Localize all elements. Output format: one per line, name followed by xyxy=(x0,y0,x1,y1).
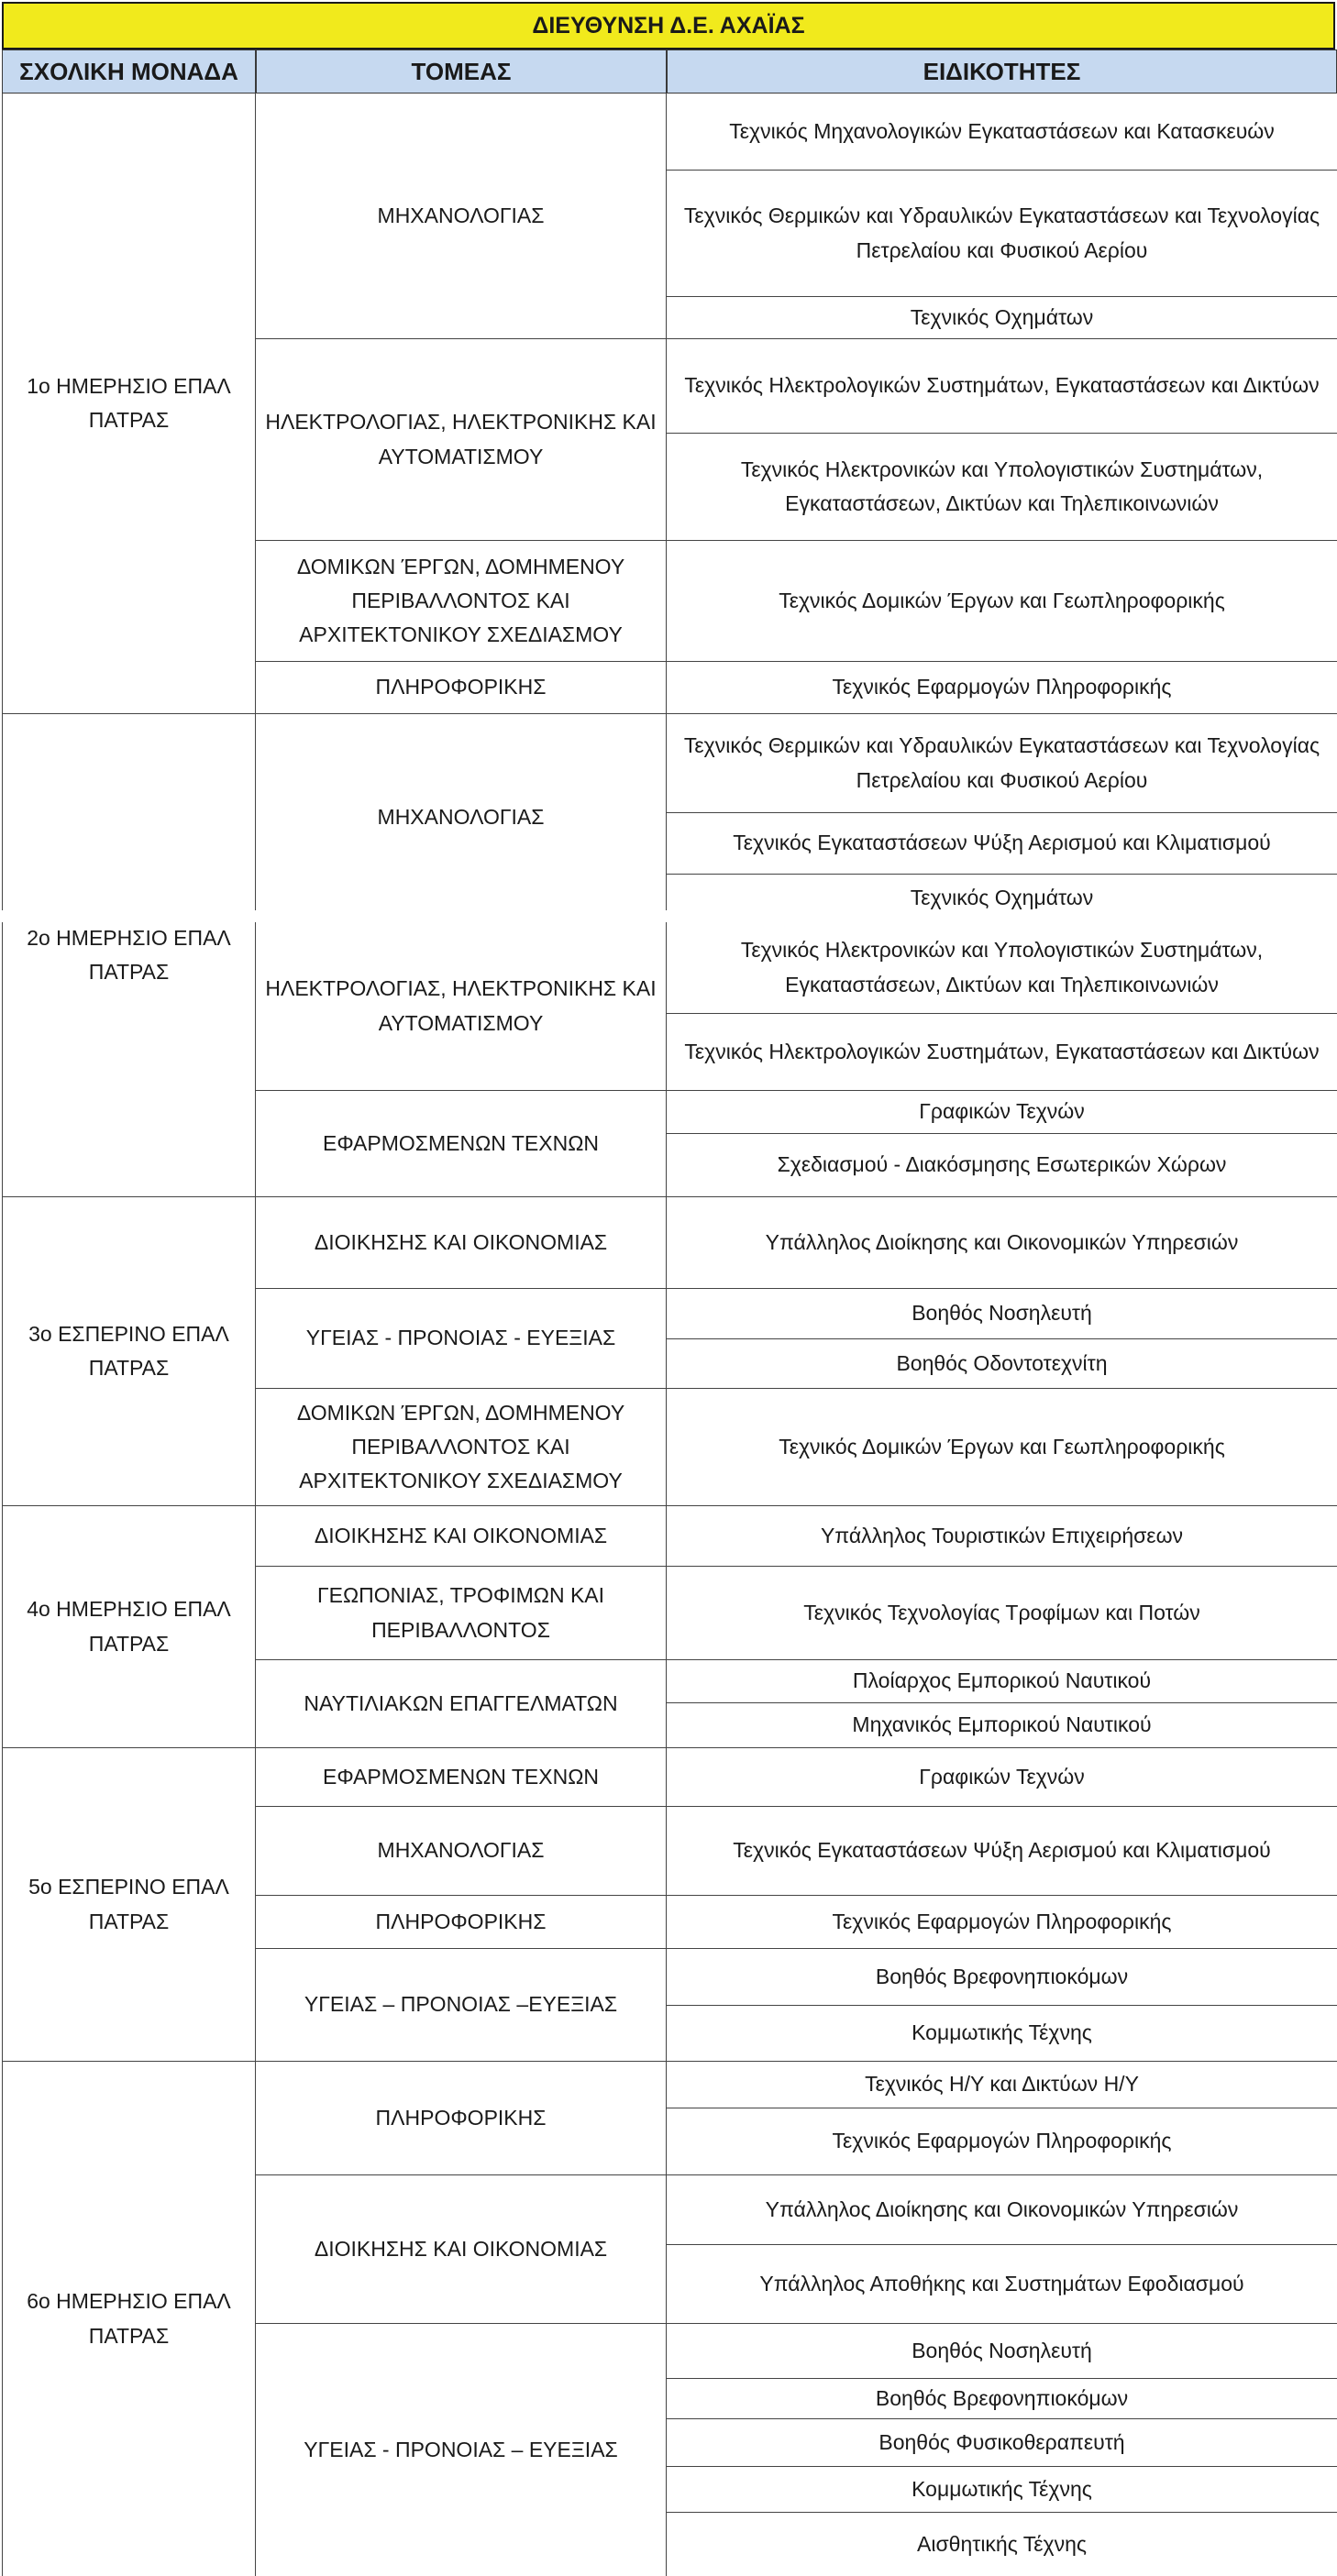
specialty-6-3e: Αισθητικής Τέχνης xyxy=(917,2531,1087,2556)
sector-2-mechanical: ΜΗΧΑΝΟΛΟΓΙΑΣ xyxy=(256,714,667,922)
sector-5-health: ΥΓΕΙΑΣ – ΠΡΟΝΟΙΑΣ –ΕΥΕΞΙΑΣ xyxy=(256,1949,667,2062)
specialty-1-2b: Τεχνικός Ηλεκτρονικών και Υπολογιστικών Συστημάτων, Εγκαταστάσεων, Δικτύων και Τηλεπικοινωνιών xyxy=(667,434,1337,541)
specialty-4-2a: Τεχνικός Τεχνολογίας Τροφίμων και Ποτών xyxy=(667,1567,1337,1660)
header-school: ΣΧΟΛΙΚΗ ΜΟΝΑΔΑ xyxy=(2,50,256,94)
specialty-5-2a: Τεχνικός Εγκαταστάσεων Ψύξη Αερισμού και Κλιματισμού xyxy=(667,1807,1337,1896)
school-4: 4ο ΗΜΕΡΗΣΙΟ ΕΠΑΛ ΠΑΤΡΑΣ xyxy=(2,1506,256,1748)
specialty-6-3a: Βοηθός Νοσηλευτή xyxy=(667,2324,1337,2379)
sector-4-administration: ΔΙΟΙΚΗΣΗΣ ΚΑΙ ΟΙΚΟΝΟΜΙΑΣ xyxy=(256,1506,667,1567)
specialty-1-1c: Τεχνικός Οχημάτων xyxy=(667,297,1337,339)
school-1: 1ο ΗΜΕΡΗΣΙΟ ΕΠΑΛ ΠΑΤΡΑΣ xyxy=(2,94,256,714)
specialty-6-1b: Τεχνικός Εφαρμογών Πληροφορικής xyxy=(667,2108,1337,2175)
sector-6-health: ΥΓΕΙΑΣ - ΠΡΟΝΟΙΑΣ – ΕΥΕΞΙΑΣ xyxy=(256,2324,667,2576)
specialty-3-3a: Τεχνικός Δομικών Έργων και Γεωπληροφορικής xyxy=(667,1389,1337,1506)
school-5: 5ο ΕΣΠΕΡΙΝΟ ΕΠΑΛ ΠΑΤΡΑΣ xyxy=(2,1748,256,2062)
sector-1-construction: ΔΟΜΙΚΩΝ ΈΡΓΩΝ, ΔΟΜΗΜΕΝΟΥ ΠΕΡΙΒΑΛΛΟΝΤΟΣ ΚΑΙ ΑΡΧΙΤΕΚΤΟΝΙΚΟΥ ΣΧΕΔΙΑΣΜΟΥ xyxy=(256,541,667,662)
school-3: 3ο ΕΣΠΕΡΙΝΟ ΕΠΑΛ ΠΑΤΡΑΣ xyxy=(2,1197,256,1506)
page-break xyxy=(0,910,1337,922)
sector-2-electrical: ΗΛΕΚΤΡΟΛΟΓΙΑΣ, ΗΛΕΚΤΡΟΝΙΚΗΣ ΚΑΙ ΑΥΤΟΜΑΤΙΣΜΟΥ xyxy=(256,922,667,1091)
table-title: ΔΙΕΥΘΥΝΣΗ Δ.Ε. ΑΧΑΪΑΣ xyxy=(2,2,1335,50)
specialty-1-2a: Τεχνικός Ηλεκτρολογικών Συστημάτων, Εγκαταστάσεων και Δικτύων xyxy=(667,339,1337,434)
sector-1-informatics: ΠΛΗΡΟΦΟΡΙΚΗΣ xyxy=(256,662,667,714)
specialty-6-1a: Τεχνικός Η/Υ και Δικτύων Η/Υ xyxy=(667,2062,1337,2108)
sector-5-mechanical: ΜΗΧΑΝΟΛΟΓΙΑΣ xyxy=(256,1807,667,1896)
specialty-4-3b: Μηχανικός Εμπορικού Ναυτικού xyxy=(667,1703,1337,1748)
sector-1-mechanical: ΜΗΧΑΝΟΛΟΓΙΑΣ xyxy=(256,94,667,339)
specialty-1-4a: Τεχνικός Εφαρμογών Πληροφορικής xyxy=(667,662,1337,714)
specialty-3-2b: Βοηθός Οδοντοτεχνίτη xyxy=(667,1339,1337,1389)
sector-3-construction: ΔΟΜΙΚΩΝ ΈΡΓΩΝ, ΔΟΜΗΜΕΝΟΥ ΠΕΡΙΒΑΛΛΟΝΤΟΣ ΚΑΙ ΑΡΧΙΤΕΚΤΟΝΙΚΟΥ ΣΧΕΔΙΑΣΜΟΥ xyxy=(256,1389,667,1506)
specialty-3-2a: Βοηθός Νοσηλευτή xyxy=(667,1289,1337,1339)
specialty-3-1a: Υπάλληλος Διοίκησης και Οικονομικών Υπηρεσιών xyxy=(667,1197,1337,1289)
specialty-5-3a: Τεχνικός Εφαρμογών Πληροφορικής xyxy=(667,1896,1337,1949)
specialty-2-2b: Τεχνικός Ηλεκτρολογικών Συστημάτων, Εγκαταστάσεων και Δικτύων xyxy=(667,1014,1337,1091)
sector-4-agriculture: ΓΕΩΠΟΝΙΑΣ, ΤΡΟΦΙΜΩΝ ΚΑΙ ΠΕΡΙΒΑΛΛΟΝΤΟΣ xyxy=(256,1567,667,1660)
specialty-6-3c: Βοηθός Φυσικοθεραπευτή xyxy=(667,2419,1337,2467)
specialty-2-1a: Τεχνικός Θερμικών και Υδραυλικών Εγκαταστάσεων και Τεχνολογίας Πετρελαίου και Φυσικού Αερίου xyxy=(667,714,1337,813)
sector-3-health: ΥΓΕΙΑΣ - ΠΡΟΝΟΙΑΣ - ΕΥΕΞΙΑΣ xyxy=(256,1289,667,1389)
sector-4-maritime: ΝΑΥΤΙΛΙΑΚΩΝ ΕΠΑΓΓΕΛΜΑΤΩΝ xyxy=(256,1660,667,1748)
specialty-5-4b: Κομμωτικής Τέχνης xyxy=(667,2006,1337,2062)
header-specialties: ΕΙΔΙΚΟΤΗΤΕΣ xyxy=(667,50,1337,94)
specialty-2-1b: Τεχνικός Εγκαταστάσεων Ψύξη Αερισμού και Κλιματισμού xyxy=(667,813,1337,875)
specialty-5-4a: Βοηθός Βρεφονηπιοκόμων xyxy=(667,1949,1337,2006)
header-sector: ΤΟΜΕΑΣ xyxy=(256,50,667,94)
specialty-2-3a: Γραφικών Τεχνών xyxy=(667,1091,1337,1134)
sector-5-applied-arts: ΕΦΑΡΜΟΣΜΕΝΩΝ ΤΕΧΝΩΝ xyxy=(256,1748,667,1807)
specialty-2-2a: Τεχνικός Ηλεκτρονικών και Υπολογιστικών Συστημάτων, Εγκαταστάσεων, Δικτύων και Τηλεπικοινωνιών xyxy=(667,922,1337,1014)
sector-6-informatics: ΠΛΗΡΟΦΟΡΙΚΗΣ xyxy=(256,2062,667,2175)
specialty-1-1a: Τεχνικός Μηχανολογικών Εγκαταστάσεων και Κατασκευών xyxy=(667,94,1337,171)
specialty-2-3b: Σχεδιασμού - Διακόσμησης Εσωτερικών Χώρων xyxy=(667,1134,1337,1197)
sector-2-applied-arts: ΕΦΑΡΜΟΣΜΕΝΩΝ ΤΕΧΝΩΝ xyxy=(256,1091,667,1197)
specialty-4-3a: Πλοίαρχος Εμπορικού Ναυτικού xyxy=(667,1660,1337,1703)
sector-1-electrical: ΗΛΕΚΤΡΟΛΟΓΙΑΣ, ΗΛΕΚΤΡΟΝΙΚΗΣ ΚΑΙ ΑΥΤΟΜΑΤΙΣΜΟΥ xyxy=(256,339,667,541)
sector-3-administration: ΔΙΟΙΚΗΣΗΣ ΚΑΙ ΟΙΚΟΝΟΜΙΑΣ xyxy=(256,1197,667,1289)
specialty-2-1c: Τεχνικός Οχημάτων xyxy=(667,875,1337,922)
specialty-5-1a: Γραφικών Τεχνών xyxy=(667,1748,1337,1807)
sector-5-informatics: ΠΛΗΡΟΦΟΡΙΚΗΣ xyxy=(256,1896,667,1949)
school-6: 6ο ΗΜΕΡΗΣΙΟ ΕΠΑΛ ΠΑΤΡΑΣ xyxy=(2,2062,256,2576)
specialty-6-3b: Βοηθός Βρεφονηπιοκόμων xyxy=(667,2379,1337,2419)
specialty-6-2a: Υπάλληλος Διοίκησης και Οικονομικών Υπηρεσιών xyxy=(667,2175,1337,2245)
specialty-1-1b: Τεχνικός Θερμικών και Υδραυλικών Εγκαταστάσεων και Τεχνολογίας Πετρελαίου και Φυσικού Αερίου xyxy=(667,171,1337,297)
specialty-1-3a: Τεχνικός Δομικών Έργων και Γεωπληροφορικής xyxy=(667,541,1337,662)
specialty-6-2b: Υπάλληλος Αποθήκης και Συστημάτων Εφοδιασμού xyxy=(667,2245,1337,2324)
sector-6-administration: ΔΙΟΙΚΗΣΗΣ ΚΑΙ ΟΙΚΟΝΟΜΙΑΣ xyxy=(256,2175,667,2324)
school-2: 2ο ΗΜΕΡΗΣΙΟ ΕΠΑΛ ΠΑΤΡΑΣ xyxy=(2,714,256,1197)
specialty-6-3d: Κομμωτικής Τέχνης xyxy=(667,2467,1337,2513)
specialty-4-1a: Υπάλληλος Τουριστικών Επιχειρήσεων xyxy=(667,1506,1337,1567)
